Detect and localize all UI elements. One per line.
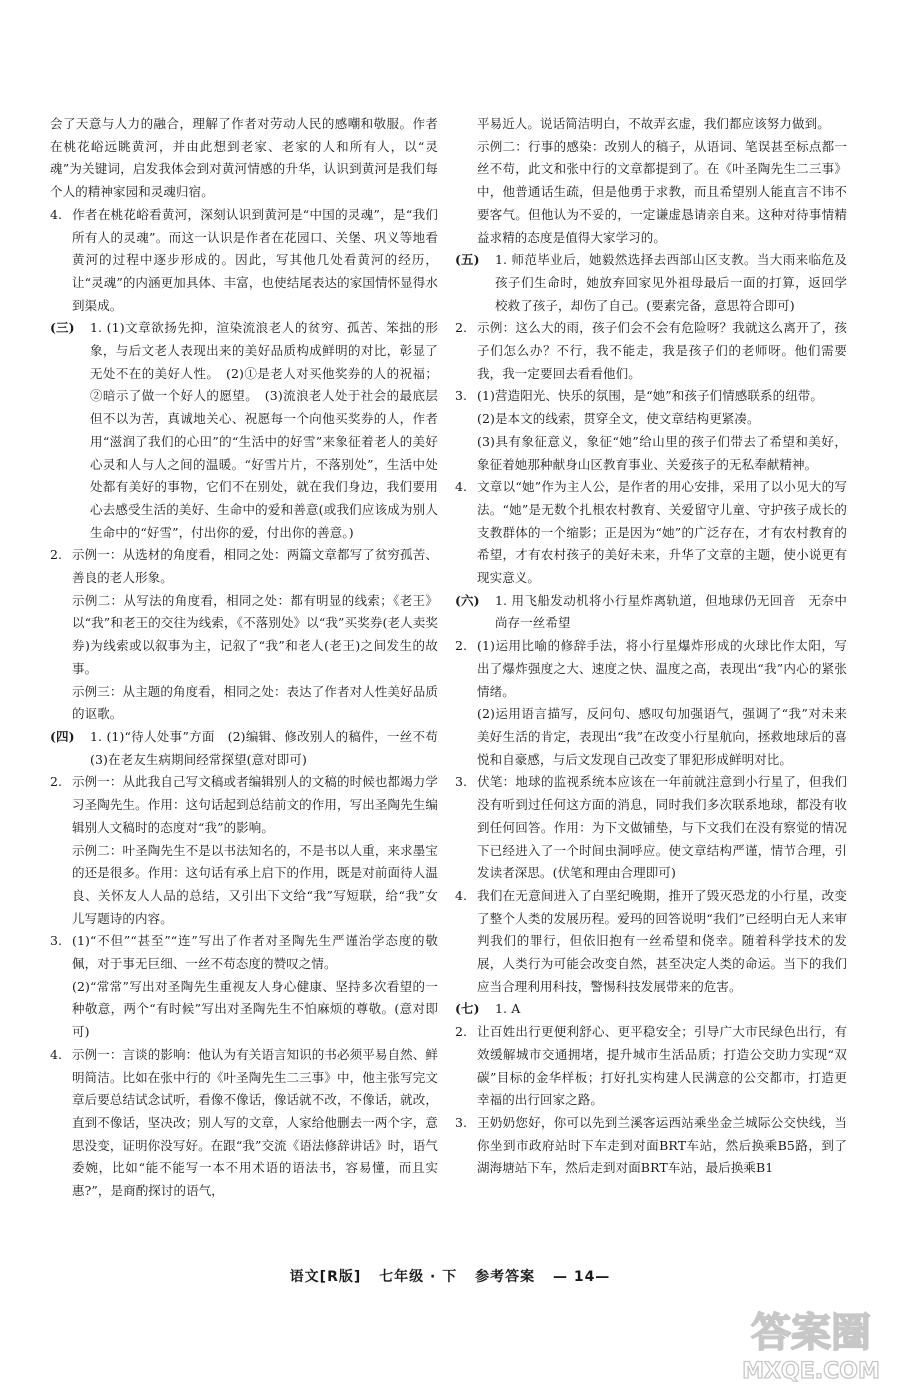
item-number: 2. — [50, 547, 63, 563]
item-number: 1. — [90, 728, 103, 744]
answer-text: A — [511, 1001, 521, 1017]
answer-text: 让百姓出行更便利舒心、更平稳安全；引导广大市民绿色出行，有效缓解城市交通拥堵，提升城市生活品质；打造公交助力实现“双碳”目标的金华样板；打好扎实构建人民满意的公交都市，打造更幸福的出行回家之路。 — [477, 1024, 847, 1108]
item-number: 4. — [50, 1046, 63, 1062]
answer-text: 示例二：叶圣陶先生不是以书法知名的，不是书以人重，来求墨宝的还是很多。作用：这句话有承上启下的作用，既是对前面待人温良、关怀友人人品的总结，又引出下文给“我”写短联，给“我”女儿写题诗的内容。 — [72, 842, 438, 926]
item-number: 4. — [50, 206, 63, 222]
right-answer-item — [455, 1112, 847, 1180]
answer-text: 伏笔：地球的监视系统本应该在一年前就注意到小行星了，但我们没有听到过任何这方面的消息，同时我们多次联系地球，都没有收到任何回答。作用：为下文做铺垫，与下文我们在没有察觉的情况下已经进入了一个时间虫洞呼应。使文章结构严谨，情节合理，引发读者深思。(伏笔和理由合理即可) — [477, 774, 847, 881]
item-number: 3. — [455, 774, 468, 790]
item-number: 4. — [455, 479, 468, 495]
footer-grade: 七年级 · 下 — [379, 1269, 458, 1285]
right-answer-item — [455, 771, 847, 885]
left-section-item — [50, 317, 438, 544]
right-answer-item — [455, 885, 847, 999]
section-tag: (五) — [455, 252, 480, 268]
item-number: 4. — [455, 887, 468, 903]
answer-text: 示例二：行事的感染：改别人的稿子，从语词、笔误甚至标点都一丝不苟，此文和张中行的文章都提到了。在《叶圣陶先生二三事》中，他普通话生疏，但是他勇于求教，而且希望别人能直言不讳不要客气。但他认为不妥的，一定谦虚恳请亲自来。这种对待事情精益求精的态度是值得大家学习的。 — [477, 138, 847, 245]
answer-text: 示例一：从选材的角度看，相同之处：两篇文章都写了贫穷孤苦、善良的老人形象。 — [72, 547, 438, 586]
right-answer-item — [455, 317, 847, 385]
answer-text: 示例：这么大的雨，孩子们会不会有危险呀？我就这么离开了，孩子们怎么办？不行，我不能走，我是孩子们的老师呀。他们需要我，我一定要回去看看他们。 — [477, 320, 847, 381]
page-footer — [0, 1266, 900, 1286]
answer-text: 会了天意与人力的融合，理解了作者对劳动人民的感嘲和敬服。作者在桃花峪远眺黄河，并由此想到老家、老家的人和所有人，以“灵魂”为关键词，启发我体会到对黄河情感的升华，认识到黄河是我们每个人的精神家园和灵魂归宿。 — [50, 116, 438, 200]
answer-text: (1)运用比喻的修辞手法，将小行星爆炸形成的火球比作太阳，写出了爆炸强度之大、速度之快、温度之高，表现出“我”内心的紧张情绪。 — [477, 638, 847, 699]
answer-text: 示例二：从写法的角度看，相同之处：都有明显的线索；《老王》以“我”和老王的交往为线索，《不落别处》以“我”买奖券(老人卖奖券)为线索或以叙事为主，记叙了“我”和老人(老王)之间发生的故事。 — [72, 592, 438, 676]
section-tag: (三) — [50, 320, 75, 336]
right-column — [455, 113, 847, 1180]
footer-subject: 语文[R版] — [289, 1269, 362, 1285]
answer-text: 用飞船发动机将小行星炸离轨道，但地球仍无回音 无奈中尚存一丝希望 — [495, 592, 847, 631]
answer-text: 师范毕业后，她毅然选择去西部山区支教。当大雨来临危及孩子们生命时，她放弃回家见外祖母最后一面的打算，返回学校救了孩子，却伤了自己。(要素完备，意思符合即可) — [495, 252, 847, 313]
answer-text: 示例一：言谈的影响：他认为有关语言知识的书必须平易自然、鲜明简洁。比如在张中行的《叶圣陶先生二三事》中，他主张写完文章后要总结试念试听，看像不像话，像话就不改，不像话，就改，直到不像话，坚决改；别人写的文章，人家给他删去一两个字，意思没变，证明你没写好。在跟“我”交流《语法修辞讲话》时，语气委婉，比如“能不能写一本不用术语的语法书，容易懂，而且实惠?”，是商酌探讨的语气， — [72, 1046, 438, 1199]
left-answer-paragraph — [50, 976, 438, 1044]
right-answer-paragraph — [455, 703, 847, 771]
item-number: 2. — [50, 774, 63, 790]
right-section-item — [455, 998, 847, 1021]
left-answer-paragraph — [50, 681, 438, 726]
footer-label: 参考答案 — [475, 1269, 536, 1285]
item-number: 2. — [455, 320, 468, 336]
answer-text: (2)“常常”写出对圣陶先生重视友人身心健康、坚持多次看望的一种敬意，两个“有时候”写出对圣陶先生不怕麻烦的尊敬。(意对即可) — [72, 978, 438, 1040]
answer-text: (2)运用语言描写，反问句、感叹句加强语气，强调了“我”对未来美好生活的肯定，表现出“我”在改变小行星航向，拯救地球后的喜悦和自豪感，与后文发现自己改变了罪犯形成鲜明对比。 — [477, 706, 847, 767]
item-number: 1. — [495, 1001, 508, 1017]
answer-text: 平易近人。说话简洁明白，不故弄玄虚，我们都应该努力做到。 — [477, 116, 830, 131]
left-section-item — [50, 726, 451, 771]
item-number: 1. — [495, 592, 508, 608]
right-answer-paragraph — [455, 136, 847, 250]
answer-text: 文章以“她”作为主人公，是作者的用心安排，采用了以小见大的写法。“她”是无数个扎根农村教育、关爱留守儿童、守护孩子成长的支教群体的一个缩影；正是因为“她”的广泛存在，才有农村教育的希望，才有农村孩子的美好未来，升华了文章的主题，使小说更有现实意义。 — [477, 479, 847, 586]
answer-text: 示例三：从主题的角度看，相同之处：表达了作者对人性美好品质的讴歌。 — [72, 683, 438, 722]
item-number: 1. — [90, 320, 103, 336]
right-answer-paragraph — [455, 113, 847, 136]
left-column — [50, 113, 451, 1203]
item-number: 1. — [495, 252, 508, 268]
item-number: 3. — [455, 1114, 468, 1130]
watermark-line2: MXQE.COM — [742, 1359, 880, 1384]
right-answer-item — [455, 385, 847, 408]
item-number: 2. — [455, 1024, 468, 1040]
right-section-item — [455, 590, 847, 635]
left-answer-item — [50, 771, 438, 839]
left-answer-item — [50, 204, 438, 318]
watermark-line1: 答案圈 — [751, 1310, 871, 1356]
left-answer-paragraph — [50, 840, 438, 931]
right-answer-paragraph — [455, 431, 847, 476]
item-number: 3. — [455, 388, 468, 404]
right-answer-item — [455, 635, 847, 703]
answer-text: 王奶奶您好，你可以先到兰溪客运西站乘坐金兰城际公交快线，当你坐到市政府站时下车走到对面BRT车站，然后换乘B5路，到了湖海塘站下车，然后走到对面BRT车站，最后换乘B1 — [477, 1114, 847, 1176]
right-answer-paragraph — [455, 408, 847, 431]
item-number: 3. — [50, 933, 63, 949]
answer-text: 示例一：从此我自己写文稿或者编辑别人的文稿的时候也都竭力学习圣陶先生。作用：这句话起到总结前文的作用，写出圣陶先生编辑别人文稿时的态度对“我”的影响。 — [72, 774, 438, 835]
answer-text: 作者在桃花峪看黄河，深刻认识到黄河是“中国的灵魂”，是“我们所有人的灵魂”。而这一认识是作者在花园口、关堡、巩义等地看黄河的过程中逐步形成的。因此，写其他几处看黄河的经历，让“灵魂”的内涵更加具体、丰富，也使结尾表达的家国情怀显得水到渠成。 — [72, 206, 438, 313]
right-answer-item — [455, 476, 847, 590]
answer-text: (3)具有象征意义，象征“她”给山里的孩子们带去了希望和美好，象征着她那种献身山区教育事业、关爱孩子的无私奉献精神。 — [477, 433, 847, 472]
item-number: 2. — [455, 638, 468, 654]
section-tag: (七) — [455, 1001, 480, 1017]
left-continued-paragraph — [50, 113, 438, 204]
left-answer-paragraph — [50, 590, 438, 681]
answer-text: (1)文章欲扬先抑，渲染流浪老人的贫穷、孤苦、笨拙的形象，与后文老人表现出来的美好品质构成鲜明的对比，彰显了无处不在的美好人性。 (2)①是老人对买他奖券的人的祝福；②暗示了做一个好人的愿望。 (3)流浪老人处于社会的最底层但不以为苦，真诚地关心、祝愿每一个向他买奖券的人，作者用“滋润了我们的心田”的“生活中的好雪”来象征着老人的美好心灵和人与人之间的温暖。“好雪片片，不落别处”，生活中处处都有美好的事物，它们不在别处，就在我们身边，我们要用心去感受生活的美好、生命中的爱和善意(或我们应该成为别人生命中的“好雪”，付出你的爱，付出你的善意。) — [90, 320, 438, 540]
answer-text: (2)是本文的线索，贯穿全文，使文章结构更紧凑。 — [477, 411, 760, 427]
right-section-item — [455, 249, 847, 317]
section-tag: (四) — [50, 728, 75, 744]
watermark-logo — [736, 1300, 886, 1385]
answer-text: (1)“不但”“甚至”“连”写出了作者对圣陶先生严谨治学态度的敬佩，对于事无巨细、一丝不苟态度的赞叹之情。 — [72, 933, 438, 972]
footer-page-number: — 14— — [552, 1269, 611, 1285]
left-answer-item — [50, 1044, 438, 1203]
answer-text: (1)营造阳光、快乐的氛围，是“她”和孩子们情感联系的纽带。 — [477, 388, 823, 404]
right-answer-item — [455, 1021, 847, 1112]
left-answer-item — [50, 544, 438, 589]
answer-text: 我们在无意间进入了白垩纪晚期，推开了毁灭恐龙的小行星，改变了整个人类的发展历程。爱玛的回答说明“我们”已经明白无人来审判我们的罪行，但依旧抱有一丝希望和侥幸。随着科学技术的发展，人类行为可能会改变自然，甚至决定人类的命运。当下的我们应当合理利用科技，警惕科技发展带来的危害。 — [477, 887, 847, 994]
section-tag: (六) — [455, 592, 480, 608]
answer-text: (1)“待人处事”方面 (2)编辑、修改别人的稿件，一丝不苟 (3)在老友生病期间经常探望(意对即可) — [90, 728, 451, 767]
left-answer-item — [50, 930, 438, 975]
